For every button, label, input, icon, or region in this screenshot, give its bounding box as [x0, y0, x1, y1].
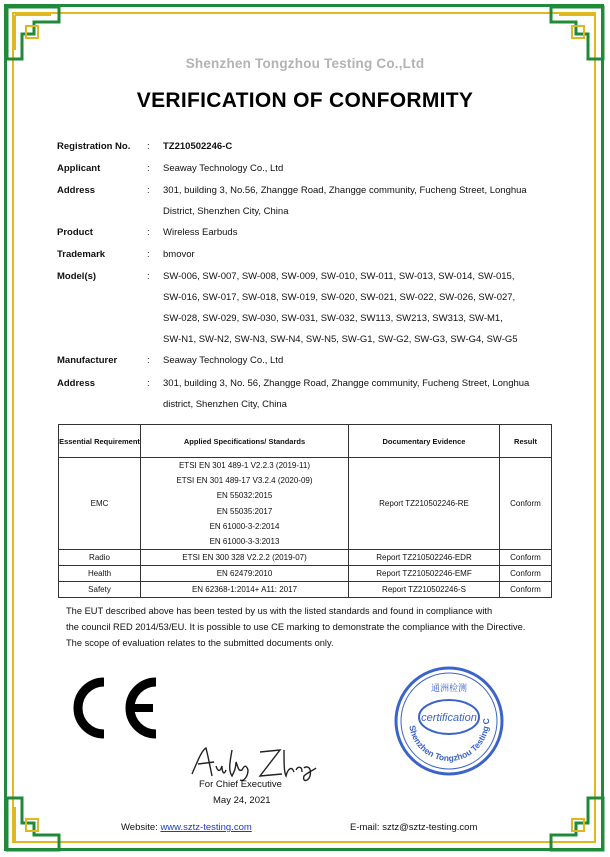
field-value-line: 301, building 3, No.56, Zhangge Road, Zhangge community, Fucheng Street, Longhua: [163, 185, 527, 196]
signatory-title: For Chief Executive: [199, 779, 282, 790]
requirement-cell: Radio: [59, 550, 141, 566]
result-cell: Conform: [500, 566, 552, 582]
footer-website: [121, 822, 252, 833]
header-result: Result: [500, 425, 552, 458]
table-header-row: [59, 425, 552, 458]
ce-mark-logo: [70, 675, 162, 741]
field-value: [163, 222, 563, 243]
field-label: Model(s): [57, 271, 97, 282]
field-value-line: SW-N1, SW-N2, SW-N3, SW-N4, SW-N5, SW-G1, SW-G2, SW-G3, SW-G4, SW-G5: [163, 334, 518, 345]
field-value-line: SW-016, SW-017, SW-018, SW-019, SW-020, SW-021, SW-022, SW-026, SW-027,: [163, 292, 516, 303]
field-value: [163, 180, 563, 222]
field-colon: :: [147, 163, 150, 174]
footer-email: [350, 822, 477, 833]
field-colon: :: [147, 378, 150, 389]
field-label: Address: [57, 378, 96, 389]
requirement-cell: Safety: [59, 582, 141, 598]
specification-table: [58, 424, 552, 598]
field-label: Manufacturer: [57, 355, 118, 366]
field-value-line: Seaway Technology Co., Ltd: [163, 355, 284, 366]
standards-cell: [141, 458, 349, 550]
field-value: [163, 266, 563, 350]
field-value-line: Wireless Earbuds: [163, 227, 238, 238]
issue-date: May 24, 2021: [213, 795, 271, 806]
svg-text:Shenzhen Tongzhou Testing Co.,: Shenzhen Tongzhou Testing C: [407, 718, 492, 764]
requirement-cell: Health: [59, 566, 141, 582]
standard-line: ETSI EN 301 489-1 V2.2.3 (2019-11): [178, 461, 311, 470]
svg-text:通洲检测: 通洲检测: [430, 684, 468, 694]
standard-line: EN 55035:2017: [216, 506, 273, 516]
field-value-line: SW-006, SW-007, SW-008, SW-009, SW-010, SW-011, SW-013, SW-014, SW-015,: [163, 271, 515, 282]
standard-line: ETSI EN 301 489-17 V3.2.4 (2020-09): [176, 476, 313, 486]
field-label: Product: [57, 227, 93, 238]
result-cell: Conform: [500, 550, 552, 566]
email-address: sztz@sztz-testing.com: [382, 822, 478, 833]
certificate-title: VERIFICATION OF CONFORMITY: [136, 89, 474, 112]
statement-line: the council RED 2014/53/EU. It is possible to use CE marking to demonstrate the compliance with the Directive.: [66, 622, 526, 632]
table-row: [59, 550, 552, 566]
field-value-line: Seaway Technology Co., Ltd: [163, 163, 284, 174]
field-label: Registration No.: [57, 141, 131, 152]
field-colon: :: [147, 185, 150, 196]
field-colon: :: [147, 227, 150, 238]
evidence-cell: Report TZ210502246-S: [349, 582, 500, 598]
field-colon: :: [147, 355, 150, 366]
company-name: Shenzhen Tongzhou Testing Co.,Ltd: [185, 56, 425, 71]
standards-cell: EN 62479:2010: [141, 566, 349, 582]
field-value-line: District, Shenzhen City, China: [163, 206, 289, 217]
field-value: [163, 158, 563, 179]
requirement-cell: EMC: [59, 458, 141, 550]
handwritten-signature: [188, 742, 318, 784]
header-evidence: Documentary Evidence: [349, 425, 500, 458]
standard-line: EN 55032:2015: [216, 491, 273, 501]
svg-text:certification: certification: [421, 712, 477, 724]
standards-cell: ETSI EN 300 328 V2.2.2 (2019-07): [141, 550, 349, 566]
email-label: E-mail:: [350, 822, 380, 833]
evidence-cell: Report TZ210502246-EDR: [349, 550, 500, 566]
header-standards: Applied Specifications/ Standards: [141, 425, 349, 458]
result-cell: Conform: [500, 582, 552, 598]
field-colon: :: [147, 249, 150, 260]
field-value: [163, 350, 563, 371]
header-essential-requirement: Essential Requirement: [59, 425, 141, 458]
field-colon: :: [147, 141, 150, 152]
evidence-cell: Report TZ210502246-RE: [349, 458, 500, 550]
statement-line: The scope of evaluation relates to the submitted documents only.: [66, 638, 334, 648]
field-label: Address: [57, 185, 96, 196]
field-colon: :: [147, 271, 150, 282]
evidence-cell: Report TZ210502246-EMF: [349, 566, 500, 582]
corner-ornament-bottom-left: [4, 795, 62, 853]
field-value: [163, 244, 563, 265]
field-value: [163, 373, 563, 415]
corner-ornament-top-right: [548, 4, 606, 62]
field-label: Applicant: [57, 163, 101, 174]
standard-line: EN 61000-3-3:2013: [209, 536, 280, 546]
website-link[interactable]: www.sztz-testing.com: [160, 822, 252, 833]
standards-cell: EN 62368-1:2014+ A11: 2017: [141, 582, 349, 598]
corner-ornament-top-left: [4, 4, 62, 62]
compliance-statement: [66, 603, 566, 651]
field-value-line: bmovor: [163, 249, 195, 260]
field-value-line: 301, building 3, No. 56, Zhangge Road, Zhangge community, Fucheng Street, Longhua: [163, 378, 530, 389]
table-row: [59, 458, 552, 550]
field-value-line: district, Shenzhen City, China: [163, 399, 287, 410]
table-row: [59, 582, 552, 598]
result-cell: Conform: [500, 458, 552, 550]
field-value-line: SW-028, SW-029, SW-030, SW-031, SW-032, SW113, SW213, SW313, SW-M1,: [163, 313, 503, 324]
field-value-line: TZ210502246-C: [163, 141, 233, 152]
company-seal-stamp: [393, 665, 505, 777]
field-value: [163, 136, 563, 157]
website-label: Website:: [121, 822, 158, 833]
table-row: [59, 566, 552, 582]
statement-line: The EUT described above has been tested by us with the listed standards and found in compliance with: [66, 606, 493, 616]
corner-ornament-bottom-right: [548, 795, 606, 853]
standard-line: EN 61000-3-2:2014: [209, 521, 280, 531]
field-label: Trademark: [57, 249, 106, 260]
